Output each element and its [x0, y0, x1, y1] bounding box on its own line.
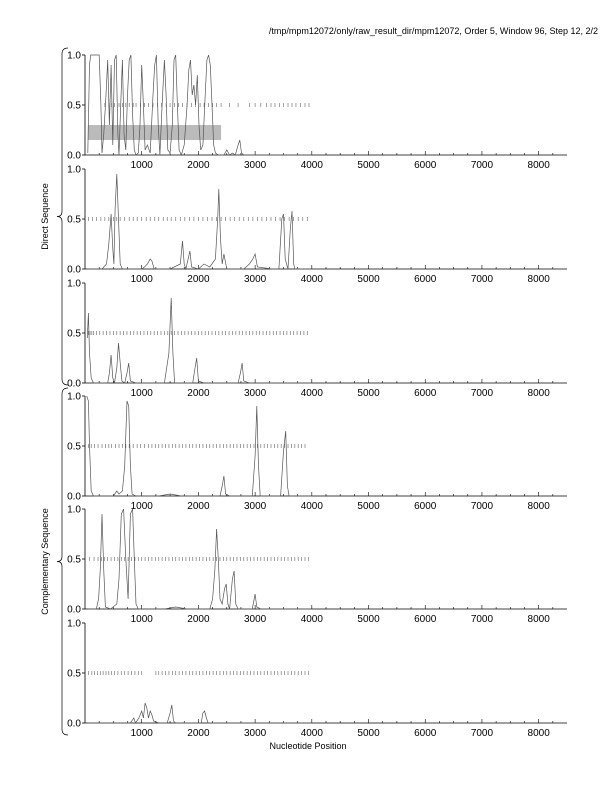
x-tick-label: 5000: [357, 388, 380, 399]
x-tick-label: 6000: [414, 614, 437, 625]
x-tick-label: 4000: [300, 274, 323, 285]
x-tick-label: 1000: [130, 274, 153, 285]
x-tick-label: 6000: [414, 388, 437, 399]
y-tick-label: 0.0: [67, 150, 81, 162]
series-line: [87, 298, 311, 383]
y-tick-label: 0.0: [67, 378, 81, 390]
x-tick-label: 5000: [357, 160, 380, 171]
x-tick-label: 2000: [187, 728, 210, 739]
x-tick-label: 5000: [357, 614, 380, 625]
x-tick-label: 2000: [187, 614, 210, 625]
x-tick-label: 5000: [357, 274, 380, 285]
x-tick-label: 2000: [187, 274, 210, 285]
y-tick-label: 0.5: [67, 554, 81, 566]
x-tick-label: 3000: [243, 160, 267, 171]
x-tick-label: 3000: [243, 614, 267, 625]
x-tick-label: 3000: [243, 388, 267, 399]
x-tick-label: 1000: [130, 728, 153, 739]
x-tick-label: 8000: [527, 274, 550, 285]
group-label-complementary: Complementary Sequence: [40, 508, 50, 615]
x-tick-label: 8000: [527, 388, 550, 399]
x-tick-label: 6000: [414, 728, 437, 739]
x-tick-label: 4000: [300, 728, 323, 739]
x-tick-label: 6000: [414, 501, 437, 512]
x-tick-label: 1000: [130, 388, 153, 399]
y-tick-label: 0.0: [67, 264, 81, 276]
group-label-direct: Direct Sequence: [40, 183, 50, 250]
x-tick-label: 3000: [243, 274, 267, 285]
y-tick-label: 0.5: [67, 100, 81, 112]
y-tick-label: 1.0: [67, 391, 81, 403]
x-tick-label: 8000: [527, 160, 550, 171]
x-tick-label: 5000: [357, 728, 380, 739]
header-title: /tmp/mpm12072/only/raw_result_dir/mpm12072, Order 5, Window 96, Step 12, 2/2: [268, 26, 598, 36]
x-tick-label: 4000: [300, 160, 323, 171]
x-tick-label: 2000: [187, 160, 210, 171]
series-line: [88, 703, 312, 723]
y-tick-label: 0.0: [67, 491, 81, 503]
y-tick-label: 0.5: [67, 441, 81, 453]
y-tick-label: 0.5: [67, 668, 81, 680]
x-tick-label: 8000: [527, 501, 550, 512]
x-axis-title: Nucleotide Position: [269, 741, 347, 751]
x-tick-label: 1000: [130, 614, 153, 625]
x-tick-label: 4000: [300, 614, 323, 625]
y-tick-label: 0.5: [67, 214, 81, 226]
x-tick-label: 7000: [470, 614, 494, 625]
x-tick-label: 3000: [243, 501, 267, 512]
y-tick-label: 1.0: [67, 164, 81, 176]
x-tick-label: 7000: [470, 160, 494, 171]
x-tick-label: 7000: [470, 388, 494, 399]
y-tick-label: 1.0: [67, 50, 81, 62]
x-tick-label: 2000: [187, 388, 210, 399]
x-tick-label: 4000: [300, 388, 323, 399]
x-tick-label: 1000: [130, 501, 153, 512]
x-tick-label: 7000: [470, 274, 494, 285]
x-tick-label: 2000: [187, 501, 210, 512]
y-tick-label: 1.0: [67, 504, 81, 516]
y-tick-label: 0.5: [67, 328, 81, 340]
y-tick-label: 0.0: [67, 718, 81, 730]
y-tick-label: 1.0: [67, 618, 81, 630]
x-tick-label: 3000: [243, 728, 267, 739]
x-tick-label: 7000: [470, 501, 494, 512]
highlight-band: [88, 125, 221, 140]
x-tick-label: 8000: [527, 728, 550, 739]
x-tick-label: 6000: [414, 274, 437, 285]
x-tick-label: 6000: [414, 160, 437, 171]
x-tick-label: 1000: [130, 160, 153, 171]
x-tick-label: 5000: [357, 501, 380, 512]
x-tick-label: 8000: [527, 614, 550, 625]
x-tick-label: 7000: [470, 728, 494, 739]
series-line: [88, 174, 312, 269]
y-tick-label: 1.0: [67, 278, 81, 290]
x-tick-label: 4000: [300, 501, 323, 512]
y-tick-label: 0.0: [67, 604, 81, 616]
